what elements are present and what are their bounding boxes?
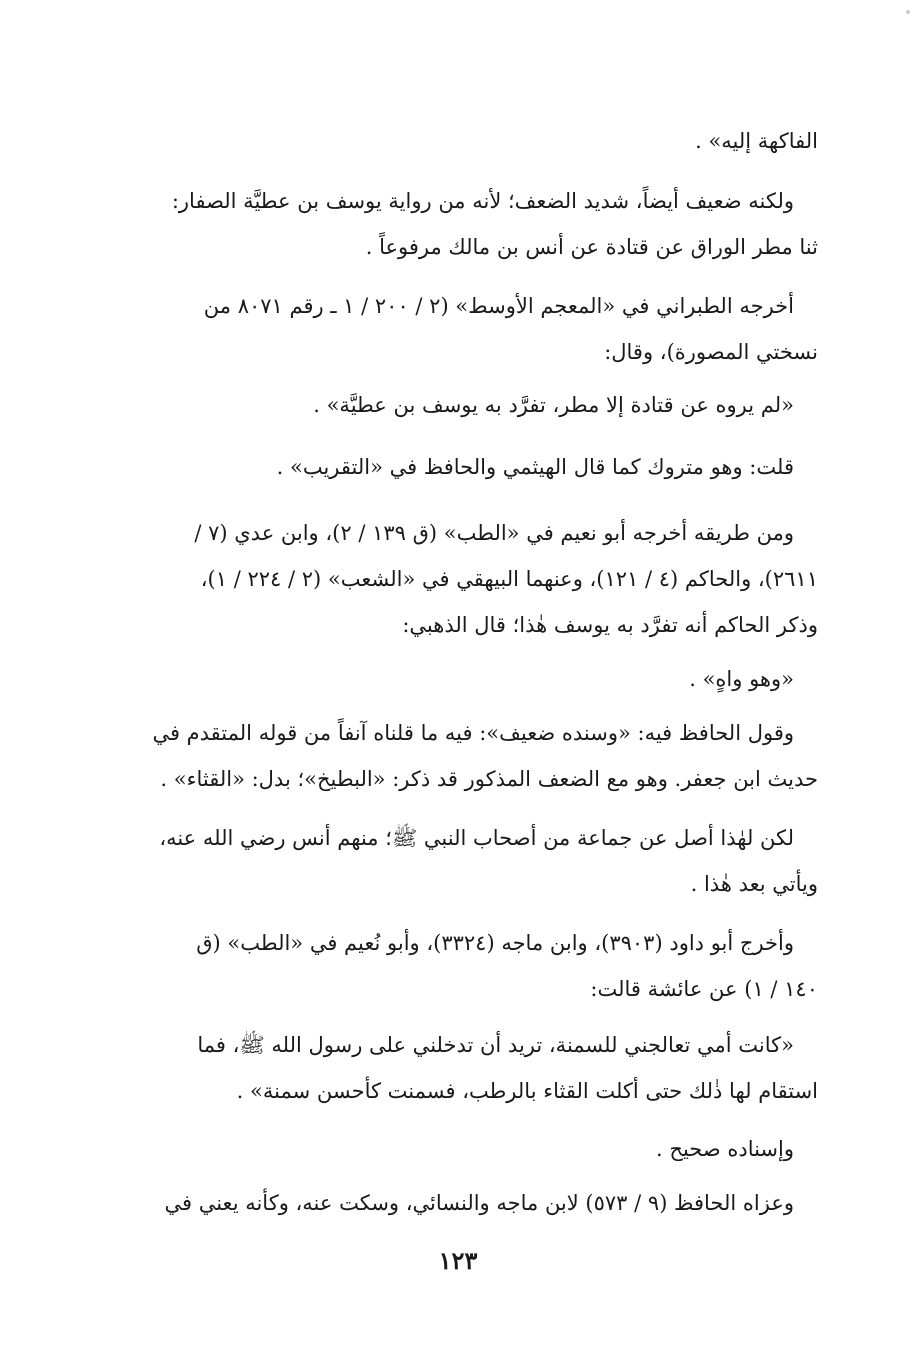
- text-line: أخرجه الطبراني في «المعجم الأوسط» (٢ / ٢٠٠ / ١ ـ رقم ٨٠٧١ من: [203, 294, 794, 318]
- text-line: «وهو واهٍ» .: [689, 667, 794, 691]
- paragraph-origin: [98, 815, 818, 907]
- text-line: ٢٦١١)، والحاكم (٤ / ١٢١)، وعنهما البيهقي في «الشعب» (٢ / ٢٢٤ / ١)،: [200, 567, 818, 591]
- paragraph-weakness: [98, 178, 818, 270]
- text-line: لكن لهٰذا أصل عن جماعة من أصحاب النبي ﷺ؛ منهم أنس رضي الله عنه،: [159, 826, 794, 850]
- paragraph-isnad: [98, 1126, 818, 1172]
- text-line: ويأتي بعد هٰذا .: [690, 872, 818, 896]
- quote-dhahabi: [98, 656, 818, 702]
- quote-aisha: [98, 1022, 818, 1114]
- text-line: وذكر الحاكم أنه تفرَّد به يوسف هٰذا؛ قال الذهبي:: [402, 613, 818, 637]
- paragraph-attribution: [98, 1180, 818, 1226]
- text-line: وإسناده صحيح .: [656, 1137, 794, 1161]
- text-line: نسختي المصورة)، وقال:: [604, 340, 818, 364]
- text-line: ومن طريقه أخرجه أبو نعيم في «الطب» (ق ١٣٩ / ٢)، وابن عدي (٧ /: [194, 521, 794, 545]
- text-line: الفاكهة إليه» .: [695, 129, 818, 153]
- quote-tabarani: [98, 382, 818, 428]
- paragraph-hafiz: [98, 710, 818, 802]
- text-line: ولكنه ضعيف أيضاً، شديد الضعف؛ لأنه من رواية يوسف بن عطيَّة الصفار:: [171, 189, 794, 213]
- paragraph-continuation: [98, 118, 818, 164]
- scan-speck: [906, 10, 910, 14]
- text-line: استقام لها ذٰلك حتى أكلت القثاء بالرطب، فسمنت كأحسن سمنة» .: [236, 1079, 818, 1103]
- text-line: ثنا مطر الوراق عن قتادة عن أنس بن مالك مرفوعاً .: [365, 235, 818, 259]
- text-line: «كانت أمي تعالجني للسمنة، تريد أن تدخلني على رسول الله ﷺ، فما: [197, 1033, 794, 1057]
- text-line: وقول الحافظ فيه: «وسنده ضعيف»: فيه ما قلناه آنفاً من قوله المتقدم في: [152, 721, 794, 745]
- text-line: حديث ابن جعفر. وهو مع الضعف المذكور قد ذكر: «البطيخ»؛ بدل: «القثاء» .: [160, 767, 818, 791]
- text-line: ١٤٠ / ١) عن عائشة قالت:: [590, 977, 818, 1001]
- text-line: قلت: وهو متروك كما قال الهيثمي والحافظ في «التقريب» .: [276, 455, 794, 479]
- paragraph-abu-nuaym: [98, 510, 818, 648]
- page-number: ١٢٣: [438, 1246, 478, 1275]
- text-line: «لم يروه عن قتادة إلا مطر، تفرَّد به يوسف بن عطيَّة» .: [313, 393, 794, 417]
- text-line: وعزاه الحافظ (٩ / ٥٧٣) لابن ماجه والنسائي، وسكت عنه، وكأنه يعني في: [164, 1191, 794, 1215]
- text-line: وأخرج أبو داود (٣٩٠٣)، وابن ماجه (٣٣٢٤)، وأبو نُعيم في «الطب» (ق: [196, 931, 794, 955]
- paragraph-note: [98, 444, 818, 490]
- paragraph-abu-dawud: [98, 920, 818, 1012]
- paragraph-tabarani: [98, 283, 818, 375]
